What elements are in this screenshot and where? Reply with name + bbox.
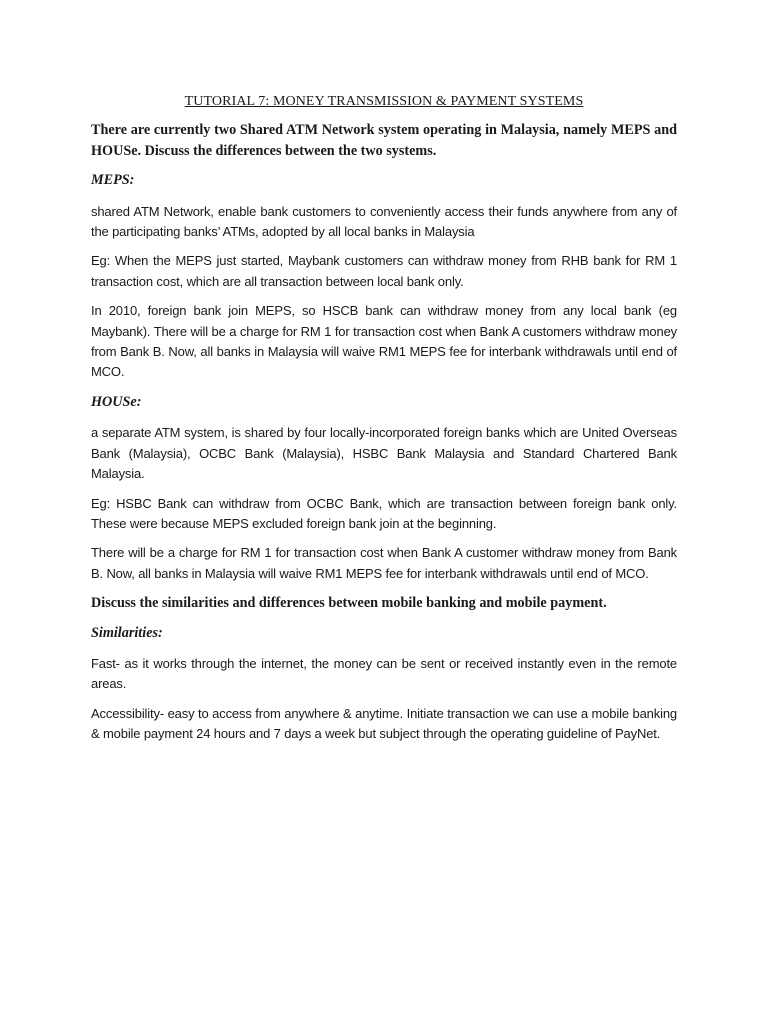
house-paragraph-charge: There will be a charge for RM 1 for transaction cost when Bank A customer withdraw money from Bank B. Now, all banks in Malaysia will waive RM1 MEPS fee for interbank withdrawals until end of MCO. [91, 545, 677, 581]
house-paragraph-definition: a separate ATM system, is shared by four locally-incorporated foreign banks which are United Overseas Bank (Malaysia), OCBC Bank (Malaysia), HSBC Bank Malaysia and Standard Chartered Bank Malaysia. [91, 425, 677, 482]
document-title: TUTORIAL 7: MONEY TRANSMISSION & PAYMENT SYSTEMS [184, 94, 584, 109]
meps-paragraph-2010: In 2010, foreign bank join MEPS, so HSCB bank can withdraw money from any local bank (eg Maybank). There will be a charge for RM 1 for transaction cost when Bank A customers withdraw money from Bank B. Now, all banks in Malaysia will waive RM1 MEPS fee for interbank withdrawals until end of MCO. [91, 303, 677, 380]
similarities-paragraph-fast: Fast- as it works through the internet, the money can be sent or received instantly even in the remote areas. [91, 655, 677, 692]
meps-paragraph-example: Eg: When the MEPS just started, Maybank customers can withdraw money from RHB bank for RM 1 transaction cost, which are all transaction between local bank only. [91, 253, 677, 289]
section-heading-house: HOUSe: [91, 393, 142, 410]
question-shared-atm-networks: There are currently two Shared ATM Network system operating in Malaysia, namely MEPS and HOUSe. Discuss the differences between the two systems. [91, 122, 677, 159]
house-paragraph-example: Eg: HSBC Bank can withdraw from OCBC Bank, which are transaction between foreign bank only. These were because MEPS excluded foreign bank join at the beginning. [91, 495, 677, 531]
section-heading-similarities: Similarities: [91, 624, 163, 641]
similarities-paragraph-accessibility: Accessibility- easy to access from anywhere & anytime. Initiate transaction we can use a mobile banking & mobile payment 24 hours and 7 days a week but subject through the operating guideline of PayNet. [91, 705, 677, 742]
meps-paragraph-definition: shared ATM Network, enable bank customers to conveniently access their funds anywhere from any of the participating banks’ ATMs, adopted by all local banks in Malaysia [91, 203, 677, 240]
section-heading-meps: MEPS: [91, 172, 135, 189]
question-mobile-banking-payment: Discuss the similarities and differences between mobile banking and mobile payment. [91, 595, 607, 612]
